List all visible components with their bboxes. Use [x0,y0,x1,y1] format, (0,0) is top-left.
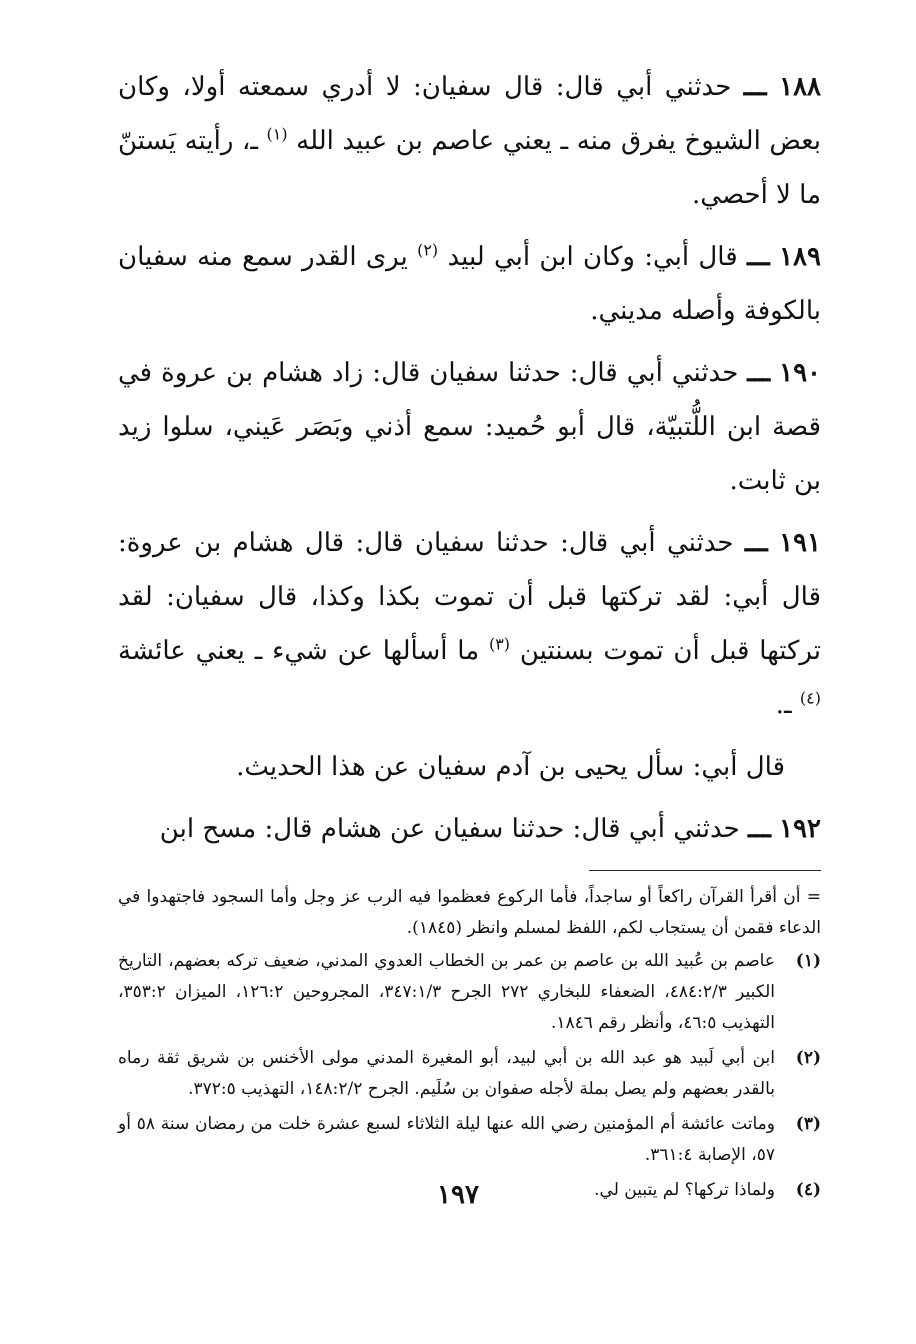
entry-number: ١٨٨ [779,72,822,102]
footnote-ref: (٣) [488,634,511,654]
footnote-text: وماتت عائشة أم المؤمنين رضي الله عنها ليلة الثلاثاء لسبع عشرة خلت من رمضان سنة ٥٨ أو ٥٧، الإصابة ٣٦١:٤. [118,1114,776,1165]
entry-text: قال أبي: وكان ابن أبي لبيد [447,242,738,272]
paragraph: قال أبي: سأل يحيى بن آدم سفيان عن هذا الحديث. [236,752,785,782]
main-text [118,60,821,856]
entry-192: ١٩٢ ـــ حدثني أبي قال: حدثنا سفيان عن هشام قال: مسح ابن [159,814,821,844]
footnote-text: ابن أبي لَبيد هو عبد الله بن أبي لبيد، أبو المغيرة المدني مولى الأخنس بن شريق ثقة رماه بالقدر بعضهم ولم يصل بملة لأجله صفوان بن سُلَيم. الجرح ١٤٨:٢/٢، التهذيب ٣٧٢:٥. [118,1048,775,1099]
footnote-label: (٤) [795,1180,821,1200]
entry-190: ١٩٠ ـــ حدثني أبي قال: حدثنا سفيان قال: زاد هشام بن عروة في قصة ابن اللُّتبيّة، قال أبو حُميد: سمع أذني وبَصَر عَيني، سلوا زيد بن ثابت. [118,358,822,496]
footnote-continuation: = أن أقرأ القرآن راكعاً أو ساجداً، فأما الركوع فعظموا فيه الرب عز وجل وأما السجود فاجتهدوا في الدعاء فقمن أن يستجاب لكم، اللفظ لمسلم وانظر (١٨٤٥). [118,887,821,938]
footnote-ref: (٤) [799,688,821,708]
footnote-text: ولماذا تركها؟ لم يتبين لي. [594,1180,775,1200]
footnote-label: (١) [795,951,821,971]
entry-number: ١٩١ [779,528,821,558]
footnotes [118,882,821,1206]
entry-text: حدثني أبي قال: حدثنا سفيان عن هشام قال: مسح ابن [159,814,740,844]
footnote-text: عاصم بن عُبيد الله بن عاصم بن عمر بن الخطاب العدوي المدني، ضعيف تركه بعضهم، التاريخ الكبير ٤٨٤:٢/٣، الضعفاء للبخاري ٢٧٢ الجرح ٣٤٧:١/٣، المجروحين ١٢٦:٢، الميزان ٣٥٣:٢، التهذيب ٤٦:٥، وأنظر رقم ١٨٤٦. [118,951,776,1033]
entry-text: حدثني أبي قال: حدثنا سفيان قال: قال هشام بن عروة: قال أبي: لقد تركتها قبل أن تموت بكذا وكذا، قال سفيان: لقد تركتها قبل أن تموت بسنتين [118,528,822,666]
entry-191: ١٩١ ـــ حدثني أبي قال: حدثنا سفيان قال: قال هشام بن عروة: قال أبي: لقد تركتها قبل أن تموت بكذا وكذا، قال سفيان: لقد تركتها قبل أن تموت بسنتين $^{(٣)}$ ما أسألها عن شيء ـ يعني عائشة $^{(٤)}$ ـ. [118,528,822,720]
footnote-2 [118,1043,821,1105]
entry-text-cont: يرى القدر سمع منه سفيان بالكوفة وأصله مديني. [118,242,821,326]
entry-text-cont: ـ، رأيته يَستنّ ما لا أحصي. [118,126,821,210]
footnote-label: (٢) [795,1048,821,1068]
entry-number: ١٨٩ [779,242,821,272]
footnote-3 [118,1109,821,1171]
entry-text: حدثني أبي قال: حدثنا سفيان قال: زاد هشام بن عروة في قصة ابن اللُّتبيّة، قال أبو حُميد: سمع أذني وبَصَر عَيني، سلوا زيد بن ثابت. [118,358,821,496]
entry-188: ١٨٨ ـــ حدثني أبي قال: قال سفيان: لا أدري سمعته أولا، وكان بعض الشيوخ يفرق منه ـ يعني عاصم بن عبيد الله $^{(١)}$ ـ، رأيته يَستنّ ما لا أحصي. [118,72,822,210]
entry-number: ١٩٠ [779,358,822,388]
entry-189: ١٨٩ ـــ قال أبي: وكان ابن أبي لبيد $^{(٢)}$ يرى القدر سمع منه سفيان بالكوفة وأصله مديني. [118,240,821,326]
entry-text: حدثني أبي قال: قال سفيان: لا أدري سمعته أولا، وكان بعض الشيوخ يفرق منه ـ يعني عاصم بن عبيد الله [118,72,821,156]
entry-text-cont: ما أسألها عن شيء ـ يعني عائشة [118,636,480,666]
entry-number: ١٩٢ [779,814,821,844]
entry-text-end: ـ. [775,690,792,720]
page-number: ١٩٧ [437,1180,479,1210]
footnote-1 [118,946,821,1039]
footnote-label: (٣) [795,1114,821,1134]
footnote-ref: (١) [266,124,288,144]
footnote-ref: (٢) [417,240,439,260]
